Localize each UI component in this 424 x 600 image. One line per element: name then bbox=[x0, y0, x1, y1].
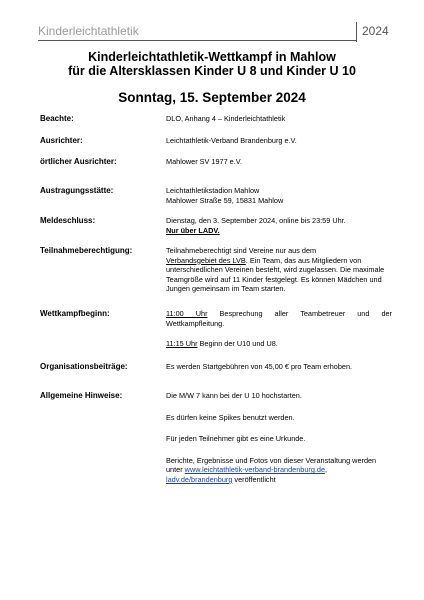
value-meldeschluss bbox=[166, 216, 392, 235]
hint-4-tail: veröffentlicht bbox=[232, 474, 276, 484]
verbandsgebiet-link[interactable]: Verbandsgebiet des LVB bbox=[166, 255, 246, 265]
hint-2: Es dürfen keine Spikes benutzt werden. bbox=[166, 412, 295, 422]
heading-line-1: Kinderleichtathletik-Wettkampf in Mahlow bbox=[88, 50, 336, 64]
page-header bbox=[38, 22, 390, 42]
label-wettkampfbeginn: Wettkampfbeginn: bbox=[40, 309, 110, 318]
start-time-2: 11:15 Uhr bbox=[166, 339, 198, 349]
venue-address: Mahlower Straße 59, 15831 Mahlow bbox=[166, 195, 284, 205]
value-teilnahmeberechtigung bbox=[166, 246, 392, 294]
value-wettkampfbeginn bbox=[166, 309, 392, 349]
start-text-2: Beginn der U10 und U8. bbox=[197, 339, 278, 349]
value-allgemeine-hinweise bbox=[166, 391, 392, 485]
ladv-website-link[interactable]: ladv.de/brandenburg bbox=[166, 474, 233, 484]
eligibility-text-before: Teilnahmeberechtigt sind Vereine nur aus dem bbox=[166, 246, 317, 255]
venue-name: Leichtathletikstadion Mahlow bbox=[166, 186, 260, 195]
hint-4 bbox=[166, 456, 392, 485]
label-ausrichter: Ausrichter: bbox=[40, 136, 83, 145]
heading-line-2: für die Altersklassen Kinder U 8 und Kinder U 10 bbox=[68, 64, 356, 78]
deadline-note: Nur über LADV. bbox=[166, 225, 220, 235]
value-oertlicher-ausrichter: Mahlower SV 1977 e.V. bbox=[166, 157, 242, 166]
label-allgemeine-hinweise: Allgemeine Hinweise: bbox=[40, 391, 123, 400]
label-oertlicher-ausrichter: örtlicher Ausrichter: bbox=[40, 157, 117, 166]
label-austragungsstaette: Austragungsstätte: bbox=[40, 186, 114, 195]
event-date: Sonntag, 15. September 2024 bbox=[118, 90, 306, 105]
header-rule bbox=[38, 40, 356, 41]
header-title: Kinderleichtathletik bbox=[38, 24, 139, 38]
hint-4-text: Berichte, Ergebnisse und Fotos von dieser Veranstaltung werden unter bbox=[166, 455, 377, 475]
start-text-1: Besprechung aller Teambetreuer und der Wettkampfleitung. bbox=[166, 309, 392, 328]
hint-3: Für jeden Teilnehmer gibt es eine Urkunde. bbox=[166, 434, 306, 444]
value-ausrichter: Leichtathletik-Verband Brandenburg e.V. bbox=[166, 136, 297, 145]
label-meldeschluss: Meldeschluss: bbox=[40, 216, 96, 225]
value-beachte: DLO, Anhang 4 – Kinderleichtathletik bbox=[166, 114, 286, 123]
label-beachte: Beachte: bbox=[40, 114, 74, 123]
lvb-website-link[interactable]: www.leichtathletik-verband-brandenburg.de bbox=[184, 465, 326, 475]
value-austragungsstaette bbox=[166, 186, 392, 205]
start-time-1: 11:00 Uhr bbox=[166, 309, 208, 318]
deadline-text: Dienstag, den 3. September 2024, online bis 23:59 Uhr. bbox=[166, 216, 346, 225]
eligibility-text-after: . Ein Team, das aus Mitgliedern von unterschiedlichen Vereinen besteht, wird zugelassen. Die maximale Teamgröße wird auf 11 Kinder festgelegt. Es können Mädchen und Jungen gemeinsam im Team starten. bbox=[166, 255, 385, 294]
label-organisationsbeitraege: Organisationsbeiträge: bbox=[40, 362, 128, 371]
header-year: 2024 bbox=[362, 24, 389, 38]
header-divider bbox=[356, 22, 357, 42]
value-organisationsbeitraege: Es werden Startgebühren von 45,00 € pro Team erhoben. bbox=[166, 362, 353, 371]
hint-1: Die M/W 7 kann bei der U 10 hochstarten. bbox=[166, 391, 302, 400]
label-teilnahmeberechtigung: Teilnahmeberechtigung: bbox=[40, 246, 133, 255]
hint-4-separator: , bbox=[325, 465, 328, 475]
